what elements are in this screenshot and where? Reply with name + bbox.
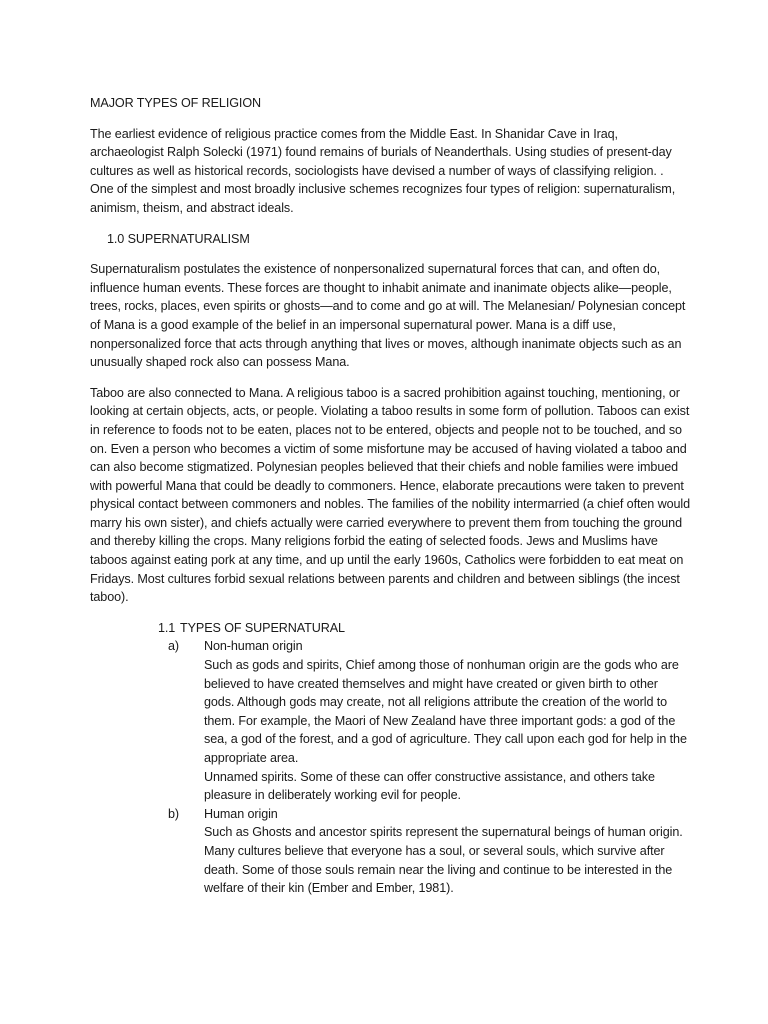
section-number: 1.1 xyxy=(158,620,176,635)
intro-paragraph: The earliest evidence of religious practice comes from the Middle East. In Shanidar Cave in Iraq, archaeologist Ralph Solecki (1971) found remains of burials of Neanderthals. Using studies of present-day cultures as well as historical records, sociologists have devised a number of ways of classifying religion. . One of the simplest and most broadly inclusive schemes recognizes four types of religion: supernaturalism, animism, theism, and abstract ideals. xyxy=(90,126,676,215)
list-item-non-human-origin xyxy=(168,637,690,656)
section-heading-types-of-supernatural xyxy=(158,619,690,638)
section-heading-supernaturalism: 1.0 SUPERNATURALISM xyxy=(107,231,250,246)
document-title: MAJOR TYPES OF RELIGION xyxy=(90,96,262,110)
supernaturalism-paragraph: Supernaturalism postulates the existence of nonpersonalized supernatural forces that can, and often do, influence human events. These forces are thought to inhabit animate and inanimate objects alike—people, trees, rocks, places, even spirits or ghosts—and to come and go at will. The Melanesian/ Polynesian concept of Mana is a good example of the belief in an impersonal supernatural power. Mana is a diff use, nonpersonalized force that acts through anything that lives or moves, although inanimate objects such as an unusually shaped rock also can possess Mana. xyxy=(90,262,686,370)
list-item-body: Such as Ghosts and ancestor spirits represent the supernatural beings of human origin. Many cultures believe that everyone has a soul, or several souls, which survive after death. Some of those souls remain near the living and continue to be interested in the welfare of their kin (Ember and Ember, 1981). xyxy=(204,825,683,896)
list-item-human-origin xyxy=(168,805,690,824)
taboo-paragraph: Taboo are also connected to Mana. A religious taboo is a sacred prohibition against touching, mentioning, or looking at certain objects, acts, or people. Violating a taboo results in some form of pollution. Taboos can exist in reference to foods not to be eaten, places not to be entered, objects and people not to be touched, and so on. Even a person who becomes a victim of some misfortune may be accused of having violated a taboo and can also become stigmatized. Polynesian peoples believed that their chiefs and noble families were imbued with powerful Mana that could be deadly to commoners. Hence, elaborate precautions were taken to prevent physical contact between commoners and nobles. The families of the nobility intermarried (a chief often would marry his own sister), and chiefs actually were carried everywhere to prevent them from touching the ground and thereby killing the crops. Many religions forbid the eating of selected foods. Jews and Muslims have taboos against eating pork at any time, and up until the early 1960s, Catholics were forbidden to eat meat on Fridays. Most cultures forbid sexual relations between parents and children and between siblings (the incest taboo). xyxy=(90,385,690,605)
section-title-text: TYPES OF SUPERNATURAL xyxy=(180,620,345,635)
list-marker: b) xyxy=(168,806,179,821)
list-marker: a) xyxy=(168,639,179,654)
list-item-label: Human origin xyxy=(204,806,278,821)
list-item-body: Unnamed spirits. Some of these can offer constructive assistance, and others take pleasure in deliberately working evil for people. xyxy=(204,769,655,803)
list-item-label: Non-human origin xyxy=(204,639,303,654)
document-page xyxy=(90,94,690,898)
list-item-body: Such as gods and spirits, Chief among those of nonhuman origin are the gods who are believed to have created themselves and might have created or given birth to other gods. Although gods may create, not all religions attribute the creation of the world to them. For example, the Maori of New Zealand have three important gods: a god of the sea, a god of the forest, and a god of agriculture. They call upon each god for help in the appropriate area. xyxy=(204,658,687,765)
